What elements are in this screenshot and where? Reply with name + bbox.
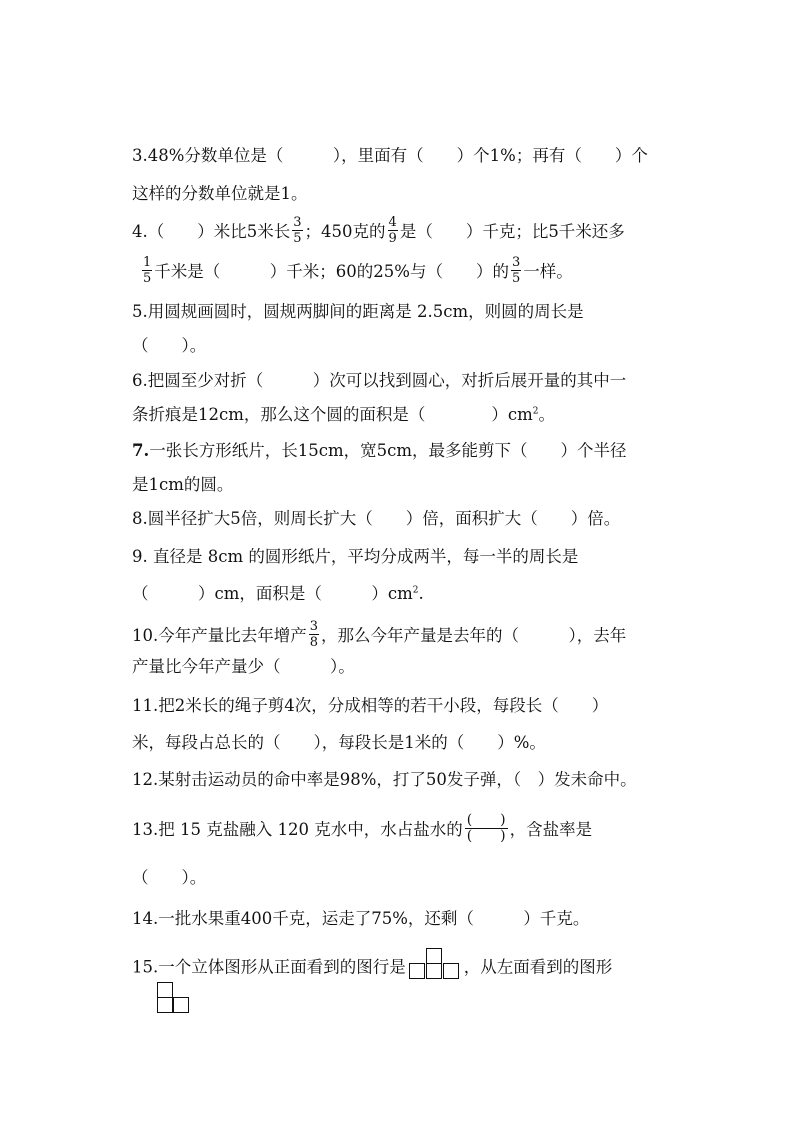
- question-4-text-4: 千米是（ ）千米；60的25%与（ ）的: [154, 262, 509, 281]
- question-9-end: .: [418, 584, 424, 603]
- question-4-line-1: [132, 215, 625, 247]
- blank-fraction: [465, 813, 508, 844]
- question-3-line-2: 这样的分数单位就是1。: [132, 184, 308, 203]
- question-7-text: 一张长方形纸片，长15cm，宽5cm，最多能剪下（ ）个半径: [149, 441, 627, 460]
- fraction-numerator: 3: [309, 619, 319, 634]
- front-view-cell: [443, 963, 459, 979]
- question-14-line-1: 14.一批水果重400千克，运走了75%，还剩（ ）千克。: [132, 909, 590, 928]
- fraction-3-5: [292, 216, 302, 245]
- fraction-denominator: 5: [143, 271, 152, 286]
- question-15-line-1: [132, 952, 612, 984]
- question-4-text-3: 是（ ）千克；比5千米还多: [399, 222, 625, 241]
- question-13-text-2: ，含盐率是: [509, 820, 593, 839]
- question-4-line-2: [140, 255, 573, 287]
- question-15-text-1: 15.一个立体图形从正面看到的图行是: [132, 957, 406, 977]
- question-8-line-1: 8.圆半径扩大5倍，则周长扩大（ ）倍，面积扩大（ ）倍。: [132, 509, 621, 528]
- question-4-text-5: 一样。: [523, 262, 573, 281]
- left-view-figure: [157, 982, 191, 1014]
- front-view-figure: [409, 948, 461, 980]
- question-13-line-2: （ ）。: [132, 868, 207, 887]
- question-13-line-1: [132, 812, 593, 846]
- fraction-4-9: [388, 216, 398, 245]
- front-view-cell: [426, 948, 442, 964]
- fraction-denominator: 9: [388, 231, 397, 246]
- fraction-denominator: 5: [293, 231, 302, 246]
- question-7-number: 7.: [132, 441, 150, 460]
- question-10-line-2: 产量比今年产量少（ ）。: [132, 657, 355, 676]
- question-4-text-1: 4.（ ）米比5米长: [132, 222, 291, 241]
- question-6-text: 条折痕是12cm，那么这个圆的面积是（ ）cm: [132, 405, 533, 424]
- question-10-text-2: ，那么今年产量是去年的（ ），去年: [321, 626, 627, 645]
- fraction-numerator: 4: [388, 215, 397, 230]
- question-3-line-1: 3.48%分数单位是（ ），里面有（ ）个1%；再有（ ）个: [132, 146, 648, 165]
- front-view-cell: [426, 963, 442, 979]
- question-9-text: （ ）cm，面积是（ ）cm: [132, 584, 413, 603]
- left-view-cell: [157, 982, 173, 998]
- fraction-denominator: 5: [511, 271, 521, 286]
- question-4-text-2: ；450克的: [304, 222, 386, 241]
- question-7-line-2: 是1cm的圆。: [132, 475, 234, 494]
- question-15-text-2: ，从左面看到的图形: [463, 957, 613, 977]
- left-view-cell: [157, 997, 173, 1013]
- fraction-numerator: 1: [143, 255, 152, 270]
- superscript-2: 2: [412, 585, 419, 596]
- question-9-line-2: [132, 584, 424, 604]
- fraction-3-5-b: [511, 256, 521, 285]
- front-view-cell: [409, 963, 425, 979]
- fraction-denominator-blank: ( ): [466, 828, 506, 844]
- question-6-end: 。: [538, 405, 556, 424]
- question-7-line-1: [132, 441, 627, 461]
- fraction-numerator-blank: ( ): [466, 812, 506, 828]
- fraction-3-8: [309, 620, 319, 649]
- question-5-line-1: 5.用圆规画圆时，圆规两脚间的距离是 2.5cm，则圆的周长是: [132, 302, 584, 321]
- fraction-numerator: 3: [293, 215, 302, 230]
- fraction-1-5: [142, 256, 152, 285]
- question-5-line-2: （ ）。: [132, 336, 207, 355]
- fraction-denominator: 8: [309, 635, 319, 650]
- question-10-line-1: [132, 619, 627, 651]
- question-11-line-1: 11.把2米长的绳子剪4次，分成相等的若干小段，每段长（ ）: [132, 696, 609, 715]
- question-9-line-1: 9. 直径是 8cm 的圆形纸片，平均分成两半，每一半的周长是: [132, 547, 579, 566]
- question-11-line-2: 米，每段占总长的（ ），每段长是1米的（ ）%。: [132, 733, 546, 752]
- superscript-2: 2: [532, 406, 539, 417]
- fraction-numerator: 3: [511, 255, 521, 270]
- question-10-text-1: 10.今年产量比去年增产: [132, 626, 307, 645]
- question-12-line-1: 12.某射击运动员的命中率是98%，打了50发子弹，（ ）发未命中。: [132, 770, 637, 789]
- question-6-line-2: [132, 405, 555, 425]
- left-view-cell: [173, 997, 189, 1013]
- question-6-line-1: 6.把圆至少对折（ ）次可以找到圆心，对折后展开量的其中一: [132, 371, 627, 390]
- question-13-text-1: 13.把 15 克盐融入 120 克水中，水占盐水的: [132, 820, 463, 839]
